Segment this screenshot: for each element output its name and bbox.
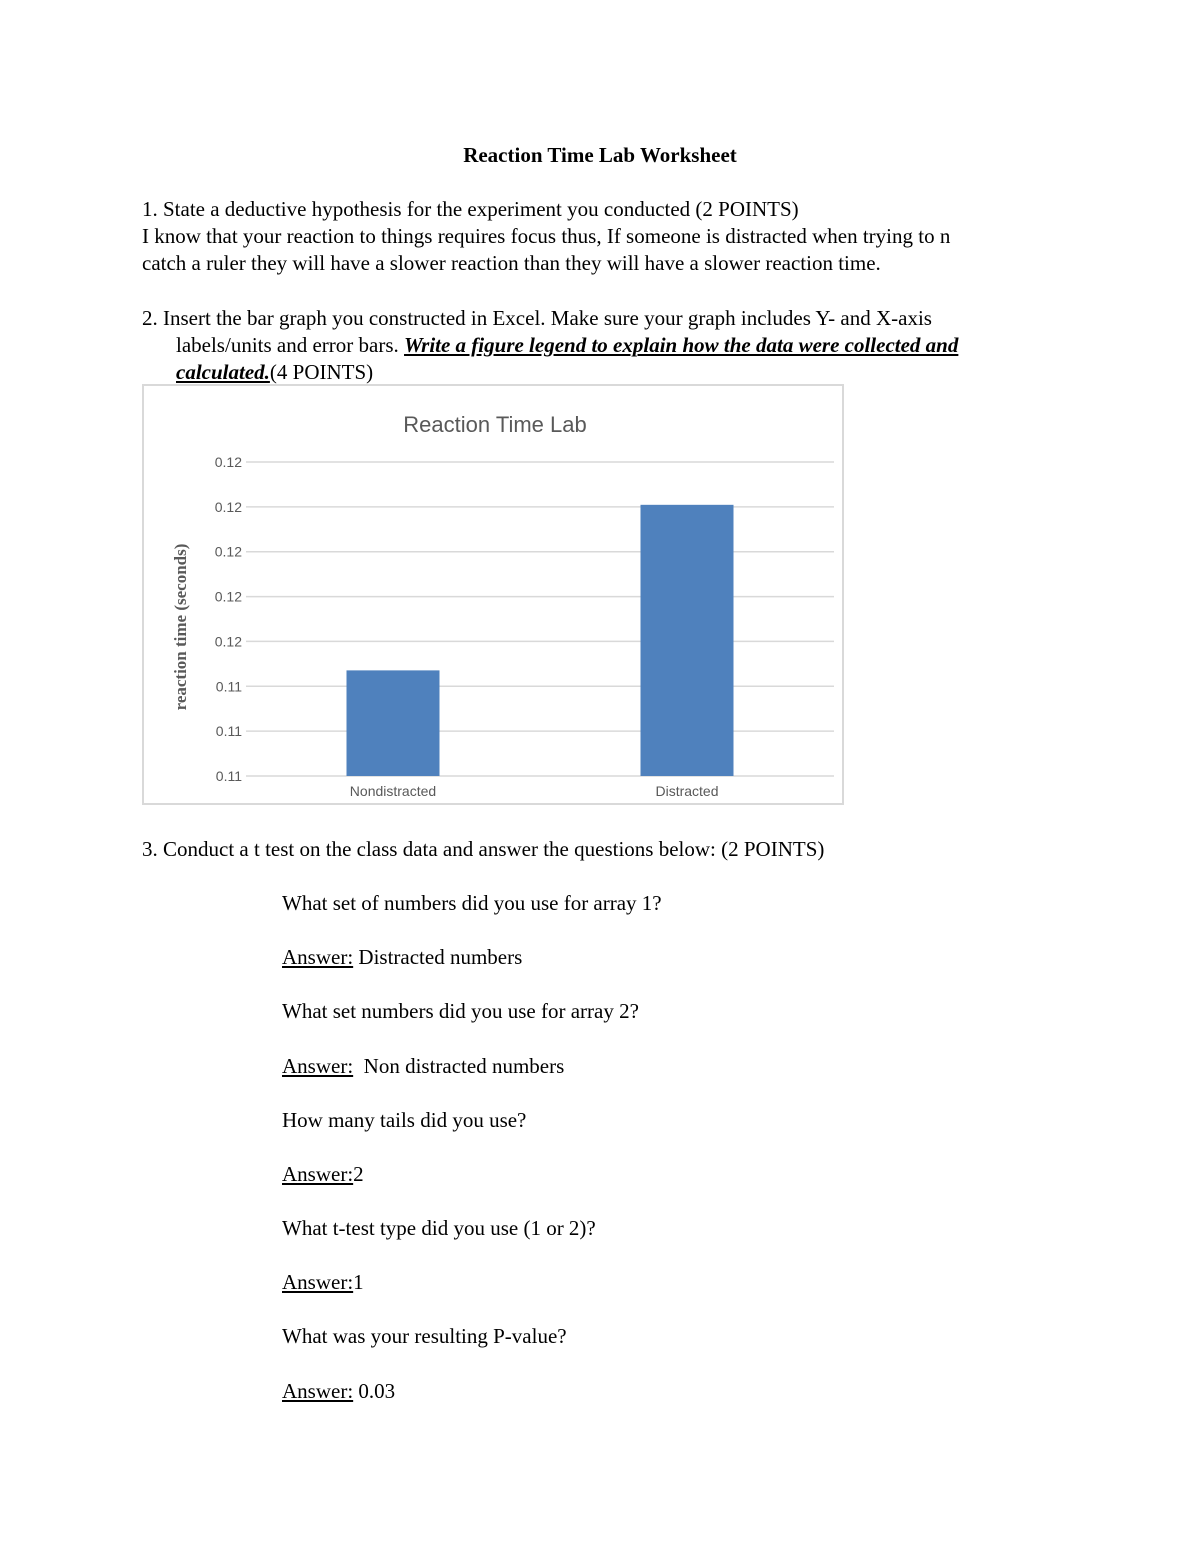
- page-title: Reaction Time Lab Worksheet: [463, 143, 737, 167]
- question-2-line-1: 2. Insert the bar graph you constructed in Excel. Make sure your graph includes Y- and X-axis: [142, 306, 932, 330]
- answer-label: Answer:: [282, 1379, 354, 1403]
- answer-3c: [282, 1161, 364, 1188]
- y-tick-label: 0.11: [215, 768, 242, 784]
- hypothesis-line-2: catch a ruler they will have a slower reaction than they will have a slower reaction time.: [142, 251, 881, 275]
- bar-chart: [142, 384, 844, 805]
- y-axis-label: reaction time (seconds): [171, 543, 190, 711]
- y-tick-label: 0.12: [214, 498, 242, 515]
- answer-value: 1: [353, 1270, 364, 1294]
- answer-3a: [282, 944, 522, 971]
- answer-label: Answer:: [282, 1054, 354, 1078]
- question-3d: What t-test type did you use (1 or 2)?: [282, 1216, 596, 1240]
- x-tick-label: Distracted: [655, 783, 719, 799]
- figure-legend-instruction: Write a figure legend to explain how the data were collected and: [404, 333, 959, 357]
- question-2-line-3: [176, 359, 373, 386]
- chart-title: Reaction Time Lab: [403, 412, 587, 437]
- y-tick-label: 0.12: [214, 454, 242, 470]
- answer-value: Distracted numbers: [353, 945, 523, 969]
- bar-nondistracted: [347, 670, 440, 776]
- answer-label: Answer:: [282, 945, 354, 969]
- chart-canvas: [144, 386, 842, 803]
- question-3b: What set numbers did you use for array 2?: [282, 999, 639, 1023]
- answer-3d: [282, 1269, 364, 1296]
- y-tick-label: 0.11: [215, 678, 242, 695]
- y-tick-label: 0.12: [214, 588, 242, 605]
- bar-distracted: [641, 505, 734, 776]
- answer-label: Answer:: [282, 1162, 354, 1186]
- y-tick-label: 0.12: [214, 633, 242, 650]
- hypothesis-line-1: I know that your reaction to things requires focus thus, If someone is distracted when trying to n: [142, 224, 951, 248]
- answer-value: 2: [353, 1162, 364, 1186]
- figure-legend-instruction-end: calculated.: [176, 360, 270, 384]
- question-3c: How many tails did you use?: [282, 1108, 527, 1132]
- answer-label: Answer:: [282, 1270, 354, 1294]
- question-2-points: (4 POINTS): [269, 360, 374, 384]
- question-1: 1. State a deductive hypothesis for the experiment you conducted (2 POINTS): [142, 197, 799, 221]
- answer-value: Non distracted numbers: [353, 1054, 565, 1078]
- x-tick-label: Nondistracted: [349, 783, 437, 799]
- answer-3b: [282, 1053, 564, 1080]
- question-3e: What was your resulting P-value?: [282, 1324, 567, 1348]
- question-2-line-2: [176, 332, 958, 359]
- question-2-text: labels/units and error bars.: [176, 333, 405, 357]
- question-3a: What set of numbers did you use for array 1?: [282, 891, 662, 915]
- answer-3e: [282, 1378, 395, 1405]
- y-tick-label: 0.11: [215, 723, 242, 740]
- y-tick-label: 0.12: [214, 543, 242, 560]
- question-3: 3. Conduct a t test on the class data and answer the questions below: (2 POINTS): [142, 837, 825, 861]
- answer-value: 0.03: [353, 1379, 396, 1403]
